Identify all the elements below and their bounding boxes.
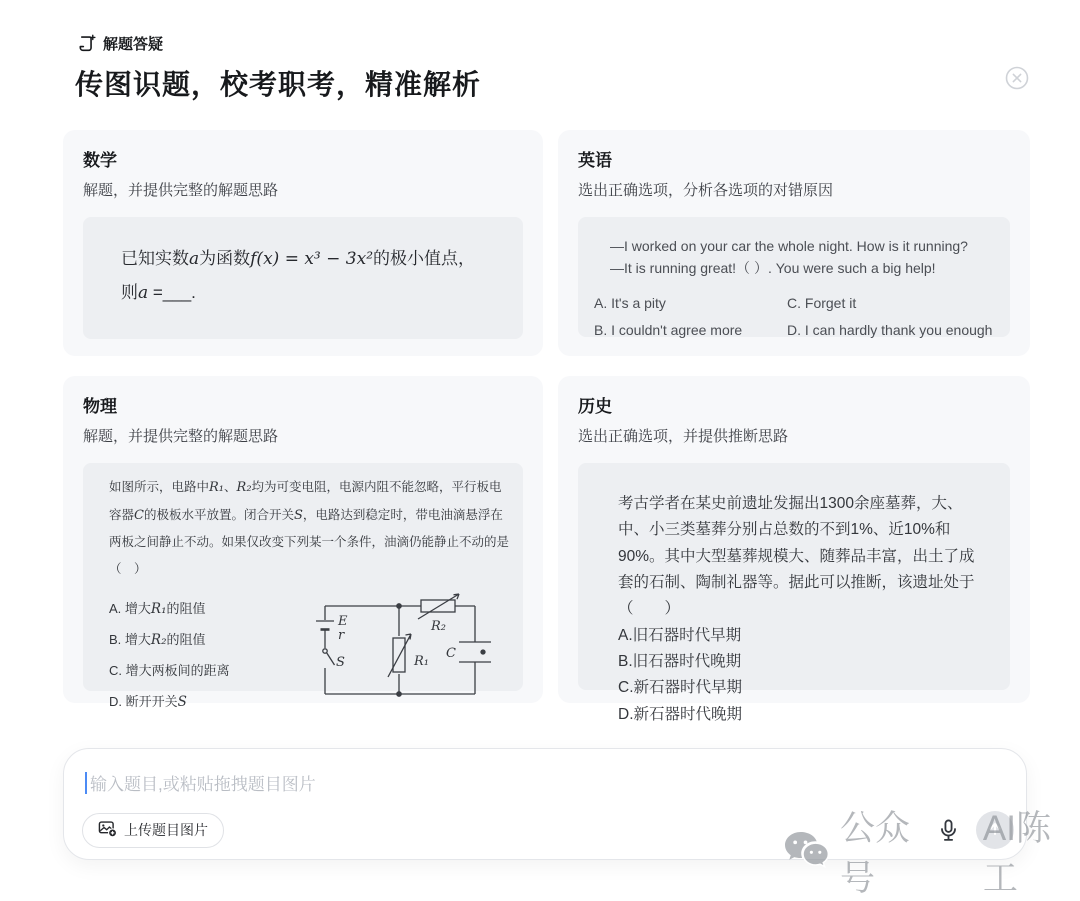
physics-option: A. 增大 — [109, 601, 151, 617]
english-option: C. Forget it — [787, 294, 857, 311]
physics-option: B. 增大 — [109, 632, 151, 648]
header — [77, 33, 1030, 103]
physics-question-segment: ，电路达到稳定时，带电油滴悬浮在两板之间静止不动。如果仅改变下列某一个条件，油滴仍能静止不动的是（ ） — [109, 507, 510, 576]
physics-question-segment: 如图所示，电路中 — [109, 480, 210, 494]
subject-card-math[interactable] — [63, 130, 543, 356]
watermark-text-left: 公众号 — [840, 809, 911, 898]
circuit-label-r2: R₂ — [431, 619, 446, 635]
math-question-line — [121, 276, 507, 310]
solve-questions-panel — [0, 33, 1080, 898]
circuit-label-r1: R₁ — [414, 654, 429, 670]
english-dialogue-line: —I worked on your car the whole night. How is it running? — [610, 238, 968, 254]
microphone-icon — [937, 818, 960, 843]
physics-option — [109, 598, 230, 617]
physics-question-segment: S — [293, 507, 303, 523]
card-subject: 英语 — [578, 151, 612, 170]
upload-button-label: 上传题目图片 — [124, 822, 208, 838]
physics-question-text — [109, 474, 511, 582]
math-question-segment: =___. — [148, 283, 196, 303]
physics-option — [109, 629, 230, 648]
physics-option: C. 增大两板间的距离 — [109, 663, 230, 679]
physics-question-segment: C — [134, 507, 144, 523]
physics-option: R₂ — [150, 632, 167, 649]
physics-option — [109, 660, 230, 679]
history-option: C.新石器时代早期 — [618, 679, 743, 697]
card-description: 选出正确选项，并提供推断思路 — [578, 428, 789, 445]
subject-card-english[interactable] — [558, 130, 1030, 356]
physics-option — [109, 691, 230, 710]
history-option: A.旧石器时代早期 — [618, 626, 742, 644]
math-question-segment: 则 — [121, 283, 138, 303]
circuit-label-capacitor: C — [446, 646, 456, 662]
close-icon — [1004, 65, 1030, 91]
physics-option: S — [177, 694, 187, 711]
feature-badge — [77, 33, 1030, 54]
upload-image-button[interactable] — [82, 813, 224, 848]
physics-question-segment: 的极板水平放置。闭合开关 — [143, 507, 294, 522]
watermark-text-right: AI陈工 — [982, 809, 1051, 898]
history-options — [618, 623, 984, 728]
physics-option: D. 断开开关 — [109, 694, 178, 710]
circuit-label-switch: S — [336, 655, 345, 671]
physics-option: 的阻值 — [166, 601, 206, 617]
circuit-label-internal-resistance: r — [338, 628, 345, 644]
send-button[interactable] — [976, 811, 1014, 849]
math-question-segment: a — [138, 283, 149, 304]
circuit-label-emf: E — [338, 614, 348, 630]
subject-card-history[interactable] — [558, 376, 1030, 723]
physics-question-segment: R₂ — [236, 480, 252, 495]
example-cards-grid — [63, 130, 1030, 723]
math-question-segment: a — [189, 249, 200, 269]
english-option: B. I couldn't agree more — [594, 321, 743, 338]
physics-options — [109, 592, 230, 710]
history-example-question — [578, 463, 1010, 723]
close-button[interactable] — [1004, 65, 1030, 91]
page-title: 传图识题，校考职考，精准解析 — [75, 69, 482, 100]
card-description: 解题，并提供完整的解题思路 — [83, 182, 279, 199]
math-question-segment: f(x) = x³ − 3x² — [250, 249, 374, 269]
history-option: B.旧石器时代晚期 — [618, 653, 742, 671]
physics-option: R₁ — [150, 601, 167, 618]
math-question-segment: 已知实数 — [121, 249, 189, 268]
card-description: 选出正确选项，分析各选项的对错原因 — [578, 182, 834, 199]
physics-question-segment: 、 — [224, 480, 237, 494]
scroll-plus-icon — [77, 34, 96, 53]
english-example-question — [578, 217, 1010, 337]
physics-question-segment: 均为可变电阻，电源内阻不能忽略，平行板电容器 — [109, 480, 502, 522]
history-question-text: 考古学者在某史前遗址发掘出1300余座墓葬，大、中、小三类墓葬分别占总数的不到1%、近10%和90%。其中大型墓葬规模大、随葬品丰富，出土了成套的石制、陶制礼器等。据此可以推断，该遗址处于（ ） — [618, 495, 975, 618]
arrow-up-icon — [986, 820, 1004, 841]
question-input[interactable] — [64, 749, 1026, 795]
english-options — [594, 293, 994, 341]
english-option: D. I can hardly thank you enough — [787, 321, 993, 338]
history-option: D.新石器时代晚期 — [618, 705, 743, 723]
question-composer[interactable] — [63, 748, 1027, 860]
microphone-button[interactable] — [937, 818, 960, 843]
image-plus-icon — [98, 819, 117, 841]
input-placeholder: 输入题目,或粘贴拖拽题目图片 — [90, 775, 316, 794]
math-question-segment: 的极小值点， — [373, 249, 476, 268]
math-question-line — [121, 242, 507, 276]
card-subject: 历史 — [578, 397, 612, 416]
card-subject: 物理 — [83, 397, 117, 416]
physics-example-question — [83, 463, 523, 711]
english-dialogue-line: —It is running great!（ ）. You were such a big help! — [610, 260, 936, 277]
circuit-diagram — [311, 592, 495, 708]
math-question-segment: 为函数 — [199, 249, 251, 268]
math-example-question — [83, 217, 523, 339]
physics-option: 的阻值 — [166, 632, 206, 648]
card-subject: 数学 — [83, 151, 117, 170]
subject-card-physics[interactable] — [63, 376, 543, 711]
feature-badge-label: 解题答疑 — [103, 36, 164, 53]
card-description: 解题，并提供完整的解题思路 — [83, 428, 279, 445]
physics-question-segment: R₁ — [209, 480, 225, 495]
text-caret — [85, 772, 87, 794]
english-option: A. It's a pity — [594, 294, 666, 311]
